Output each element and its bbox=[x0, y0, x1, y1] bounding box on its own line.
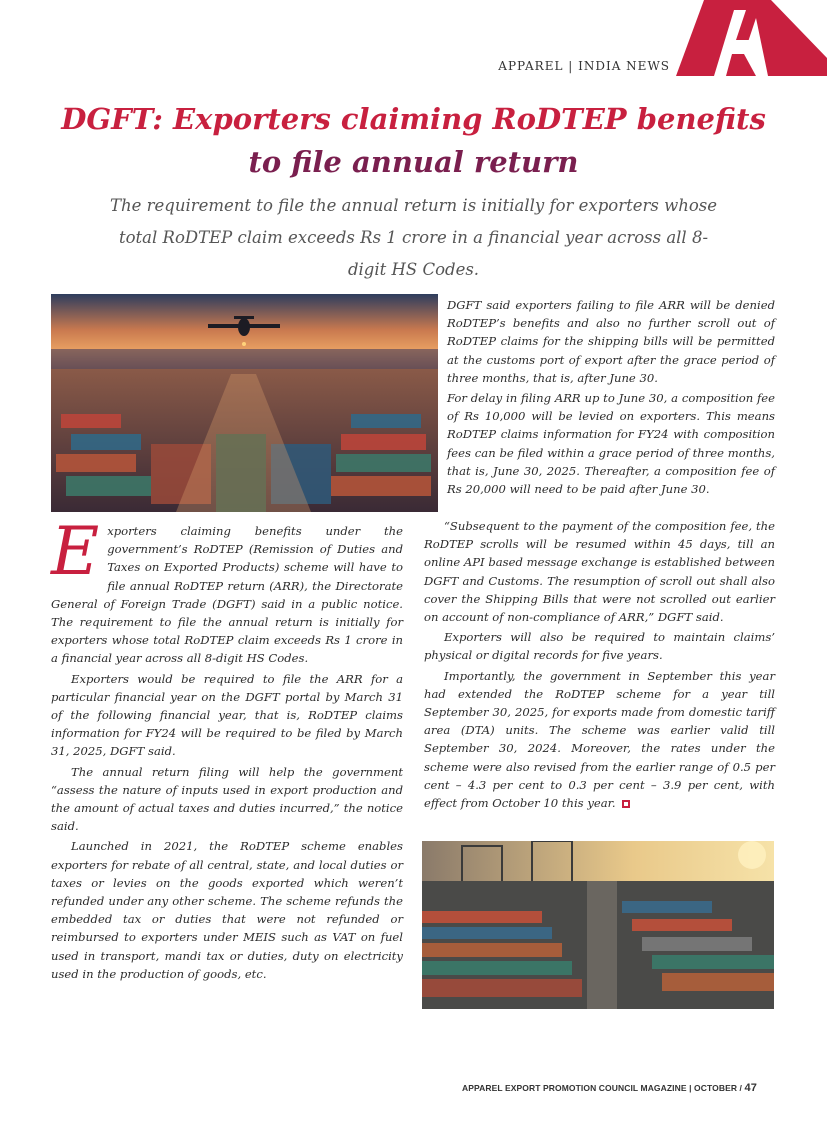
paragraph-text: Importantly, the government in September this year had extended the RoDTEP scheme for a year till September 30, 2025, for exports made from domestic tariff area (DTA) units. The scheme was earlier valid till September 30, 2024. Moreover, the rates under the scheme were also revised from the earlier range of 0.5 per cent – 4.3 per cent to 0.3 per cent – 3.9 per cent, with effect from October 10 this year. bbox=[424, 668, 775, 811]
port-airplane-photo bbox=[51, 294, 438, 512]
article-column-left bbox=[51, 513, 403, 985]
article-column-right-top bbox=[447, 296, 775, 500]
magazine-logo bbox=[676, 0, 827, 76]
lead-text: xporters claiming benefits under the government’s RoDTEP (Remission of Duties and Taxes on Exported Products) scheme will have to file annual RoDTEP return (ARR), the Directorate General of Foreign Trade (DGFT) said in a public notice. The requirement to file the annual return is initially for exporters whose total RoDTEP claim exceeds Rs 1 crore in a financial year across all 8-digit HS Codes. bbox=[51, 524, 403, 666]
page-number: 47 bbox=[744, 1082, 757, 1094]
article-column-right-bottom bbox=[424, 517, 775, 814]
paragraph: DGFT said exporters failing to file ARR will be denied RoDTEP’s benefits and also no further scroll out of RoDTEP claims for the shipping bills will be permitted at the customs port of export after the grace period of three months, that is, after June 30. bbox=[447, 298, 775, 385]
footer-magazine: APPAREL EXPORT PROMOTION COUNCIL MAGAZINE | OCTOBER / bbox=[462, 1083, 745, 1093]
paragraph: Exporters would be required to file the ARR for a particular financial year on the DGFT portal by March 31 of the following financial year, that is, RoDTEP claims information for FY24 will be required to be filed by March 31, 2025, DGFT said. bbox=[51, 671, 403, 759]
headline-line1: DGFT: Exporters claiming RoDTEP benefits bbox=[61, 102, 766, 136]
section-label: APPAREL | INDIA NEWS bbox=[498, 59, 670, 73]
drop-cap: E bbox=[51, 513, 100, 590]
end-mark-icon bbox=[622, 800, 630, 808]
paragraph: “Subsequent to the payment of the composition fee, the RoDTEP scrolls will be resumed within 45 days, till an online API based message exchange is established between DGFT and Customs. The resumption of scroll out shall also cover the Shipping Bills that were not scrolled out earlier on account of non-compliance of ARR,” DGFT said. bbox=[424, 519, 775, 625]
subheadline: The requirement to file the annual return is initially for exporters whose total RoDTEP claim exceeds Rs 1 crore in a financial year across all 8-digit HS Codes. bbox=[109, 196, 717, 279]
paragraph: For delay in filing ARR up to June 30, a composition fee of Rs 10,000 will be levied on exporters. This means RoDTEP claims information for FY24 with composition fees can be filed within a grace period of three months, that is, June 30, 2025. Thereafter, a composition fee of Rs 20,000 will need to be paid after June 30. bbox=[447, 391, 775, 497]
paragraph bbox=[51, 513, 403, 668]
container-port-photo bbox=[422, 841, 774, 1009]
paragraph: Launched in 2021, the RoDTEP scheme enables exporters for rebate of all central, state, and local duties or taxes or levies on the goods exported which weren’t refunded under any other scheme. The scheme refunds the embedded tax or duties that were not refunded or reimbursed to exporters under MEIS such as VAT on fuel used in transport, mandi tax or duties, duty on electricity used in the production of goods, etc. bbox=[51, 839, 403, 981]
paragraph bbox=[424, 667, 775, 813]
paragraph: Exporters will also be required to maintain claims’ physical or digital records for five years. bbox=[424, 630, 775, 663]
paragraph: The annual return filing will help the government “assess the nature of inputs used in export production and the amount of actual taxes and duties incurred,” the notice said. bbox=[51, 764, 403, 834]
page-footer bbox=[462, 1082, 757, 1094]
headline-line2: to file annual return bbox=[248, 145, 579, 179]
headline bbox=[40, 98, 787, 184]
